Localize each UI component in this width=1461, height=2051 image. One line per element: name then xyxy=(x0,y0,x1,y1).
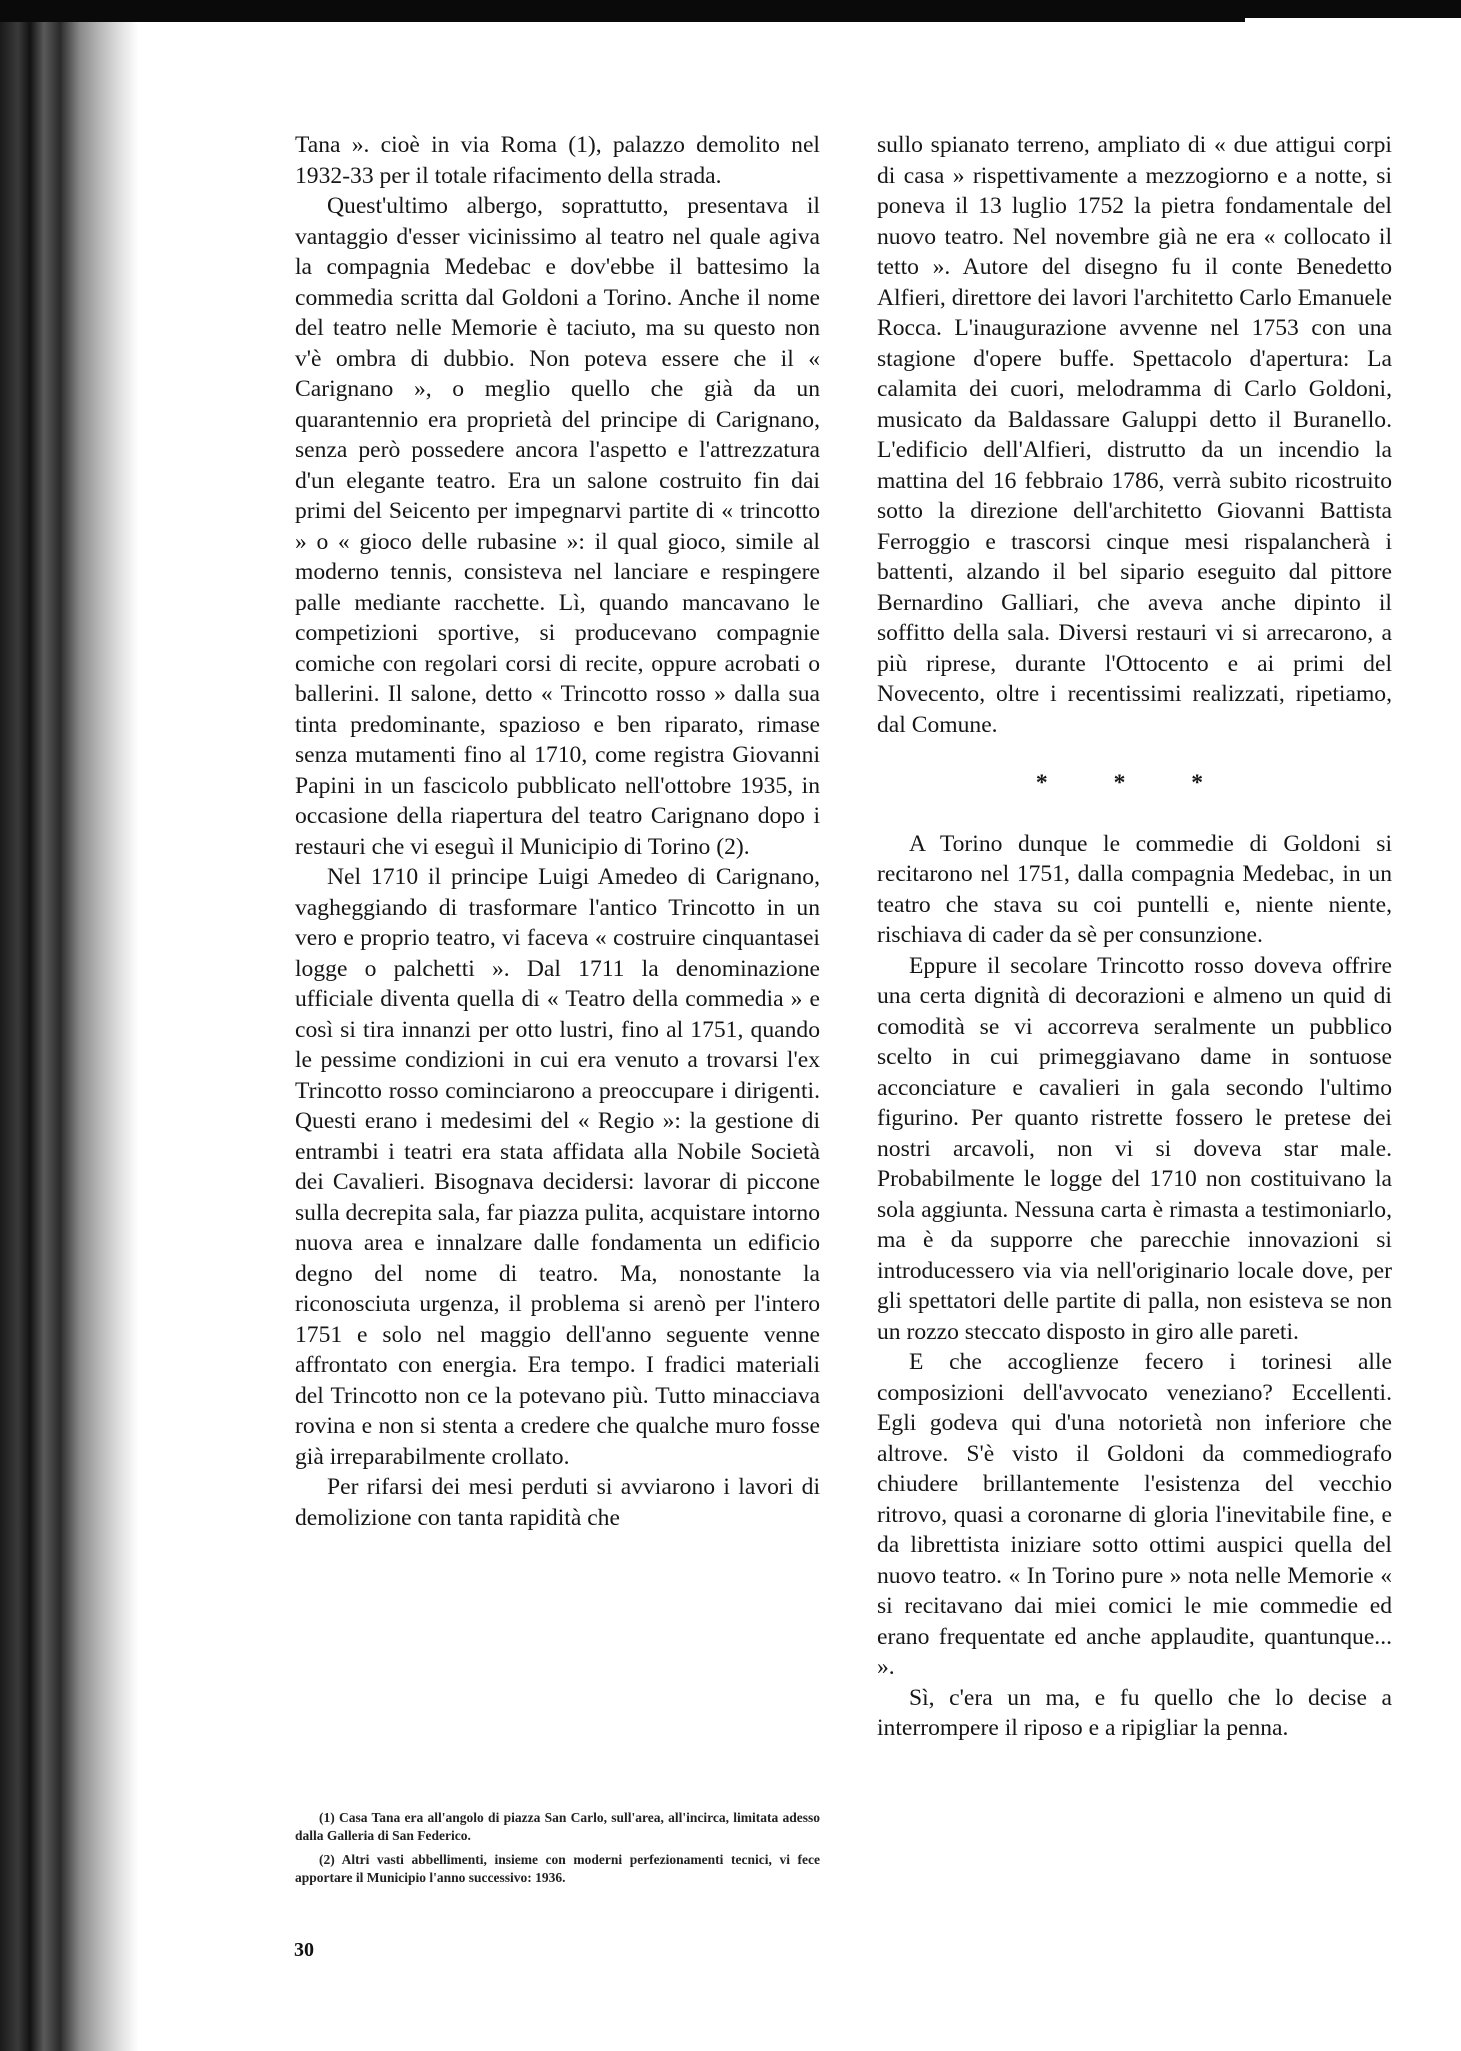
right-column xyxy=(877,130,1392,1744)
paragraph: Eppure il secolare Trincotto rosso doveva offrire una certa dignità di decorazioni e almeno un quid di comodità se vi accorreva seralmente un pubblico scelto in cui primeggiavano dame in sontuose acconciature e cavalieri in gala secondo l'ultimo figurino. Per quanto ristrette fossero le pretese dei nostri arcavoli, non vi si doveva star male. Probabilmente le logge del 1710 non costituivano la sola aggiunta. Nessuna carta è rimasta a testimoniarlo, ma è da supporre che parecchie innovazioni si introducessero via via nell'originario locale dove, per gli spettatori delle partite di palla, non esisteva se non un rozzo steccato disposto in giro alle pareti. xyxy=(877,952,1392,1345)
paragraph: sullo spianato terreno, ampliato di « due attigui corpi di casa » rispettivamente a mezzogiorno e a notte, si poneva il 13 luglio 1752 la pietra fondamentale del nuovo teatro. Nel novembre già ne era « collocato il tetto ». Autore del disegno fu il conte Benedetto Alfieri, direttore dei lavori l'architetto Carlo Emanuele Rocca. L'inaugurazione avvenne nel 1753 con una stagione d'opere buffe. Spettacolo d'apertura: La calamita dei cuori, melodramma di Carlo Goldoni, musicato da Baldassare Galuppi detto il Buranello. L'edificio dell'Alfieri, distrutto da un incendio la mattina del 16 febbraio 1786, verrà subito ricostruito sotto la direzione dell'architetto Giovanni Battista Ferroggio e trascorsi cinque mesi rispalancherà i battenti, alzando il bel sipario eseguito dal pittore Bernardino Galliari, che aveva anche dipinto il soffitto della sala. Diversi restauri vi si arrecarono, a più riprese, durante l'Ottocento e ai primi del Novecento, oltre i recentissimi realizzati, ripetiamo, dal Comune. xyxy=(877,132,1392,738)
book-spine-shadow xyxy=(0,22,138,2051)
paragraph: Per rifarsi dei mesi perduti si avviarono i lavori di demolizione con tanta rapidità che xyxy=(295,1474,820,1531)
paragraph: E che accoglienze fecero i torinesi alle composizioni dell'avvocato veneziano? Eccellenti. Egli godeva qui d'una notorietà non inferiore che altrove. S'è visto il Goldoni da commediografo chiudere brillantemente l'esistenza del vecchio ritrovo, quasi a coronarne di gloria l'inevitabile fine, e da librettista iniziare sotto ottimi auspici quella del nuovo teatro. « In Torino pure » nota nelle Memorie « si recitavano dai miei comici le mie commedie ed erano frequentate ed anche applaudite, quantunque... ». xyxy=(877,1349,1392,1680)
footnote: (1) Casa Tana era all'angolo di piazza San Carlo, sull'area, all'incirca, limitata adesso dalla Galleria di San Federico. xyxy=(295,1810,820,1843)
footnotes xyxy=(295,1809,820,1893)
scan-top-gap xyxy=(1245,18,1461,58)
section-divider: * * * xyxy=(1035,770,1234,796)
footnote: (2) Altri vasti abbellimenti, insieme con moderni perfezionamenti tecnici, vi fece apportare il Municipio l'anno successivo: 1936. xyxy=(295,1852,820,1885)
left-column xyxy=(295,130,820,1533)
page-number: 30 xyxy=(294,1939,314,1961)
paragraph: Sì, c'era un ma, e fu quello che lo decise a interrompere il riposo e a ripigliar la penna. xyxy=(877,1684,1392,1741)
paragraph: Quest'ultimo albergo, soprattutto, presentava il vantaggio d'esser vicinissimo al teatro nel quale agiva la compagnia Medebac e dov'ebbe il battesimo la commedia scritta dal Goldoni a Torino. Anche il nome del teatro nelle Memorie è taciuto, ma su questo non v'è ombra di dubbio. Non poteva essere che il « Carignano », o meglio quello che già da un quarantennio era proprietà del principe di Carignano, senza però possedere ancora l'aspetto e l'attrezzatura d'un elegante teatro. Era un salone costruito fin dai primi del Seicento per impegnarvi partite di « trincotto » o « gioco delle rubasine »: il qual gioco, simile al moderno tennis, consisteva nel lanciare e respingere palle mediante racchette. Lì, quando mancavano le competizioni sportive, si producevano compagnie comiche con regolari corsi di recite, oppure acrobati o ballerini. Il salone, detto « Trincotto rosso » dalla sua tinta predominante, spazioso e ben riparato, rimase senza mutamenti fino al 1710, come registra Giovanni Papini in un fascicolo pubblicato nell'ottobre 1935, in occasione della riapertura del teatro Carignano dopo i restauri che vi eseguì il Municipio di Torino (2). xyxy=(295,193,820,860)
paragraph: A Torino dunque le commedie di Goldoni si recitarono nel 1751, dalla compagnia Medebac, in un teatro che stava su coi puntelli e, niente niente, rischiava di cader da sè per consunzione. xyxy=(877,830,1392,948)
scan-top-border xyxy=(0,0,1461,22)
paragraph: Nel 1710 il principe Luigi Amedeo di Carignano, vagheggiando di trasformare l'antico Trincotto in un vero e proprio teatro, vi faceva « costruire cinquantasei logge o palchetti ». Dal 1711 la denominazione ufficiale diventa quella di « Teatro della commedia » e così si tira innanzi per otto lustri, fino al 1751, quando le pessime condizioni in cui era venuto a trovarsi l'ex Trincotto rosso cominciarono a preoccupare i dirigenti. Questi erano i medesimi del « Regio »: la gestione di entrambi i teatri era stata affidata alla Nobile Società dei Cavalieri. Bisognava decidersi: lavorar di piccone sulla decrepita sala, far piazza pulita, acquistare intorno nuova area e innalzare dalle fondamenta un edificio degno del nome di teatro. Ma, nonostante la riconosciuta urgenza, il problema si arenò per l'intero 1751 e solo nel maggio dell'anno seguente venne affrontato con energia. Era tempo. I fradici materiali del Trincotto non ce la potevano più. Tutto minacciava rovina e non si stenta a credere che qualche muro fosse già irreparabilmente crollato. xyxy=(295,864,820,1470)
paragraph: Tana ». cioè in via Roma (1), palazzo demolito nel 1932-33 per il totale rifacimento della strada. xyxy=(295,132,820,189)
